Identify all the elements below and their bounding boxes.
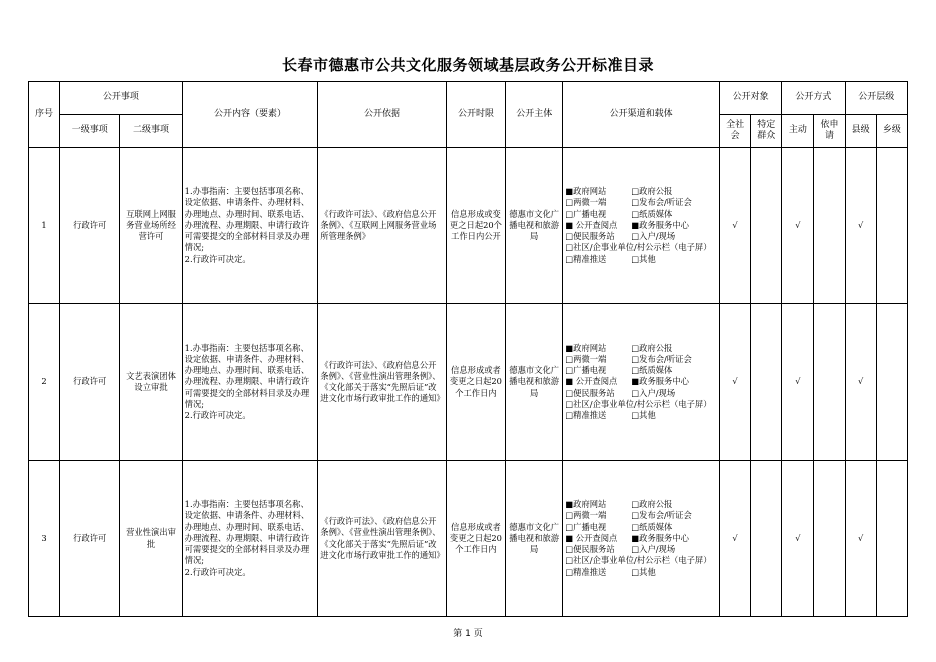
channel-reading-point: ■ 公开查阅点	[565, 376, 618, 387]
row-channels	[563, 148, 720, 304]
channel-radio-tv: □广播电视	[565, 208, 607, 219]
channel-reading-point: ■ 公开查阅点	[565, 219, 618, 230]
channel-print-media: □纸质媒体	[631, 521, 673, 532]
row-method-apply	[814, 148, 845, 304]
row-method-active: √	[782, 461, 814, 617]
header-level-county: 县级	[845, 115, 876, 148]
row-subject: 德惠市文化广播电视和旅游局	[506, 148, 563, 304]
row-seq: 2	[29, 304, 60, 461]
row-basis: 《行政许可法》、《政府信息公开条例》、《营业性演出管理条例》、《文化部关于落实“先照后证”改进文化市场行政审批工作的通知》	[318, 304, 447, 461]
channel-weibo-wechat-app: □两微一端	[565, 510, 607, 521]
channel-press-hearing: □发布会/听证会	[631, 510, 692, 521]
header-items: 公开事项	[60, 82, 183, 115]
header-method-active: 主动	[782, 115, 814, 148]
channel-print-media: □纸质媒体	[631, 208, 673, 219]
row-object-specific	[751, 461, 782, 617]
channel-precise-push: □精准推送	[565, 566, 607, 577]
channel-gov-website: ■政府网站	[565, 499, 607, 510]
row-subject: 德惠市文化广播电视和旅游局	[506, 461, 563, 617]
header-level2: 二级事项	[120, 115, 182, 148]
row-basis: 《行政许可法》、《政府信息公开条例》、《互联网上网服务营业场所管理条例》	[318, 148, 447, 304]
row-level1: 行政许可	[60, 148, 120, 304]
row-content: 1.办事指南：主要包括事项名称、设定依据、申请条件、办理材料、办理地点、办理时间、联系电话、办理流程、办理期限、申请行政许可需要提交的全部材料目录及办理情况; 2.行政许可决定。	[182, 304, 318, 461]
row-level-county: √	[845, 304, 876, 461]
channel-precise-push: □精准推送	[565, 253, 607, 264]
channel-other: □其他	[631, 253, 656, 264]
header-method: 公开方式	[782, 82, 845, 115]
row-seq: 1	[29, 148, 60, 304]
channel-service-center: ■政务服务中心	[631, 376, 689, 387]
row-time-limit: 信息形成或者变更之日起20个工作日内	[446, 304, 505, 461]
table-row	[29, 148, 908, 304]
channel-reading-point: ■ 公开查阅点	[565, 532, 618, 543]
row-method-active: √	[782, 148, 814, 304]
header-channel: 公开渠道和载体	[563, 82, 720, 148]
header-level-town: 乡级	[876, 115, 907, 148]
row-object-specific	[751, 304, 782, 461]
row-level2: 互联网上网服务营业场所经营许可	[120, 148, 182, 304]
header-seq: 序号	[29, 82, 60, 148]
header-content: 公开内容（要素）	[182, 82, 318, 148]
row-level-town	[876, 148, 907, 304]
row-method-apply	[814, 304, 845, 461]
header-subject: 公开主体	[506, 82, 563, 148]
row-level-town	[876, 304, 907, 461]
row-level2: 文艺表演团体设立审批	[120, 304, 182, 461]
channel-print-media: □纸质媒体	[631, 365, 673, 376]
header-time-limit: 公开时限	[446, 82, 505, 148]
channel-radio-tv: □广播电视	[565, 365, 607, 376]
channel-gov-gazette: □政府公报	[631, 186, 673, 197]
row-subject: 德惠市文化广播电视和旅游局	[506, 304, 563, 461]
channel-service-station: □便民服务站	[565, 387, 615, 398]
channel-bulletin-board: □社区/企事业单位/村公示栏（电子屏）	[565, 555, 712, 566]
channel-other: □其他	[631, 410, 656, 420]
channel-service-station: □便民服务站	[565, 544, 615, 555]
channel-press-hearing: □发布会/听证会	[631, 353, 692, 364]
row-level2: 营业性演出审批	[120, 461, 182, 617]
page-title: 长春市德惠市公共文化服务领域基层政务公开标准目录	[281, 56, 654, 74]
channel-bulletin-board: □社区/企事业单位/村公示栏（电子屏）	[565, 242, 712, 253]
channel-weibo-wechat-app: □两微一端	[565, 353, 607, 364]
row-channels	[563, 304, 720, 461]
row-content: 1.办事指南：主要包括事项名称、设定依据、申请条件、办理材料、办理地点、办理时间、联系电话、办理流程、办理期限、申请行政许可需要提交的全部材料目录及办理情况; 2.行政许可决定。	[182, 148, 318, 304]
row-level1: 行政许可	[60, 461, 120, 617]
row-level-county: √	[845, 148, 876, 304]
row-seq: 3	[29, 461, 60, 617]
channel-gov-website: ■政府网站	[565, 342, 607, 353]
row-method-active: √	[782, 304, 814, 461]
header-object-specific: 特定群众	[751, 115, 782, 148]
row-level-county: √	[845, 461, 876, 617]
row-time-limit: 信息形成或变更之日起20个工作日内公开	[446, 148, 505, 304]
table-row	[29, 461, 908, 617]
header-object-all: 全社会	[720, 115, 751, 148]
channel-onsite: □入户/现场	[631, 231, 676, 242]
channel-press-hearing: □发布会/听证会	[631, 197, 692, 208]
header-object: 公开对象	[720, 82, 782, 115]
channel-precise-push: □精准推送	[565, 410, 607, 420]
channel-gov-website: ■政府网站	[565, 186, 607, 197]
header-level: 公开层级	[845, 82, 907, 115]
page-number: 第 1 页	[453, 629, 483, 639]
row-method-apply	[814, 461, 845, 617]
channel-onsite: □入户/现场	[631, 544, 676, 555]
channel-gov-gazette: □政府公报	[631, 342, 673, 353]
table-row	[29, 304, 908, 461]
header-basis: 公开依据	[318, 82, 447, 148]
channel-bulletin-board: □社区/企事业单位/村公示栏（电子屏）	[565, 398, 712, 409]
channel-service-station: □便民服务站	[565, 231, 615, 242]
channel-weibo-wechat-app: □两微一端	[565, 197, 607, 208]
row-object-all: √	[720, 148, 751, 304]
row-channels	[563, 461, 720, 617]
channel-service-center: ■政务服务中心	[631, 219, 689, 230]
row-basis: 《行政许可法》、《政府信息公开条例》、《营业性演出管理条例》、《文化部关于落实“先照后证”改进文化市场行政审批工作的通知》	[318, 461, 447, 617]
header-method-apply: 依申请	[814, 115, 845, 148]
header-level1: 一级事项	[60, 115, 120, 148]
disclosure-catalog-table	[28, 81, 908, 617]
channel-radio-tv: □广播电视	[565, 521, 607, 532]
row-time-limit: 信息形成或者变更之日起20个工作日内	[446, 461, 505, 617]
row-object-all: √	[720, 304, 751, 461]
channel-other: □其他	[631, 566, 656, 577]
row-level-town	[876, 461, 907, 617]
channel-gov-gazette: □政府公报	[631, 499, 673, 510]
row-object-specific	[751, 148, 782, 304]
channel-service-center: ■政务服务中心	[631, 532, 689, 543]
channel-onsite: □入户/现场	[631, 387, 676, 398]
row-level1: 行政许可	[60, 304, 120, 461]
row-content: 1.办事指南：主要包括事项名称、设定依据、申请条件、办理材料、办理地点、办理时间、联系电话、办理流程、办理期限、申请行政许可需要提交的全部材料目录及办理情况; 2.行政许可决定。	[182, 461, 318, 617]
row-object-all: √	[720, 461, 751, 617]
